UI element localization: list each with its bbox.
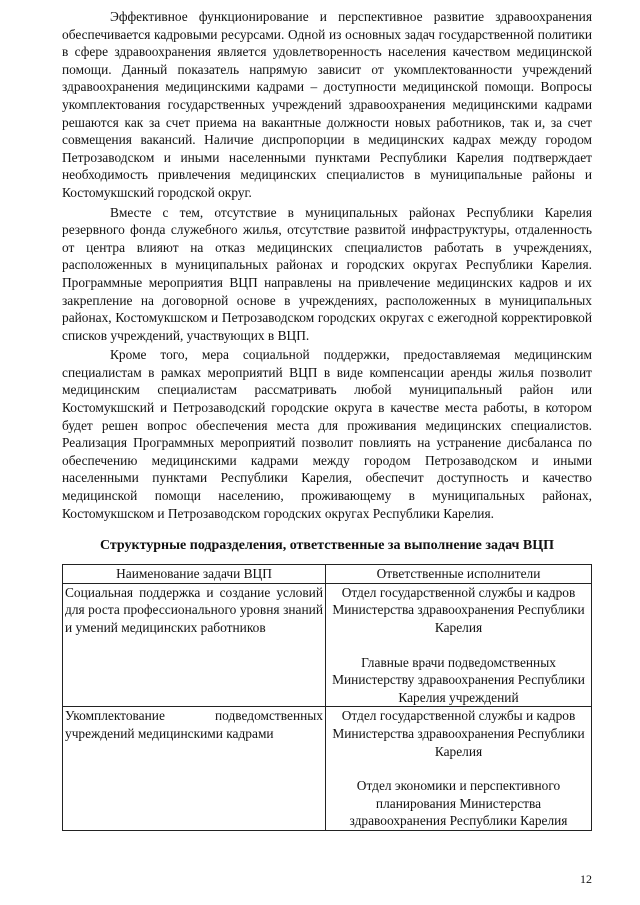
- executor-entry: Отдел государственной службы и кадров Министерства здравоохранения Республики Карелия: [332, 584, 585, 635]
- responsibility-table: [62, 564, 592, 831]
- table-row: [63, 707, 592, 831]
- table-header-row: [63, 565, 592, 584]
- executor-entry: Отдел государственной службы и кадров Министерства здравоохранения Республики Карелия: [332, 708, 585, 759]
- paragraph-2: Вместе с тем, отсутствие в муниципальных районах Республики Карелия резервного фонда служебного жилья, отсутствие развитой инфраструктуры, отдаленность от центра влияют на отказ медицинских специалистов работать в учреждениях, расположенных в муниципальных районах и городских округах Республики Карелия. Программные мероприятия ВЦП направлены на привлечение медицинских кадров и их закрепление на договорной основе в учреждениях, расположенных в муниципальных районах, Костомукшском и Петрозаводском городских округах с ежегодной корректировкой списков учреждений, участвующих в ВЦП.: [62, 204, 592, 343]
- executors-cell: [326, 583, 592, 707]
- executor-entry: Отдел экономики и перспективного планирования Министерства здравоохранения Республики Карелия: [349, 778, 568, 829]
- page-number: 12: [580, 872, 592, 886]
- table-row: [63, 583, 592, 707]
- task-cell: Социальная поддержка и создание условий для роста профессионального уровня знаний и умений медицинских работников: [63, 583, 326, 707]
- document-page: [62, 8, 592, 831]
- task-cell: Укомплектование подведомственных учреждений медицинскими кадрами: [63, 707, 326, 831]
- paragraph-3: Кроме того, мера социальной поддержки, предоставляемая медицинским специалистам в рамках мероприятий ВЦП в виде компенсации аренды жилья позволит медицинским специалистам рассматривать любой муниципальный район или Костомукшский и Петрозаводский городские округа в качестве места работы, в котором будет решен вопрос обеспечения места для проживания медицинских специалистов. Реализация Программных мероприятий позволит повлиять на устранение дисбаланса по обеспечению медицинскими кадрами между городом Петрозаводском и иными населенными пунктами Республики Карелия, обеспечит доступность и качество медицинской помощи населению, проживающему в муниципальных районах, Костомукшском и Петрозаводском городских округах Республики Карелия.: [62, 347, 592, 521]
- section-title: Структурные подразделения, ответственные за выполнение задач ВЦП: [99, 538, 555, 554]
- executors-cell: [326, 707, 592, 831]
- header-executors: Ответственные исполнители: [326, 565, 592, 584]
- paragraph-1: Эффективное функционирование и перспективное развитие здравоохранения обеспечивается кадровыми ресурсами. Одной из основных задач государственной политики в сфере здравоохранения является удовлетворенность населения качеством медицинской помощи. Данный показатель напрямую зависит от укомплектованности учреждений здравоохранения медицинскими кадрами – доступности медицинской помощи. Вопросы укомплектования государственных учреждений здравоохранения медицинскими кадрами решаются как за счет приема на вакантные должности новых работников, так и, за счет совмещения вакансий. Наличие диспропорции в медицинских кадрах между городом Петрозаводском и иными населенными пунктами Республики Карелия подтверждает необходимость привлечения медицинских специалистов в муниципальные районы и Костомукшский городской округ.: [62, 9, 592, 200]
- header-task: Наименование задачи ВЦП: [63, 565, 326, 584]
- executor-entry: Главные врачи подведомственных Министерству здравоохранения Республики Карелия учреждений: [332, 654, 585, 705]
